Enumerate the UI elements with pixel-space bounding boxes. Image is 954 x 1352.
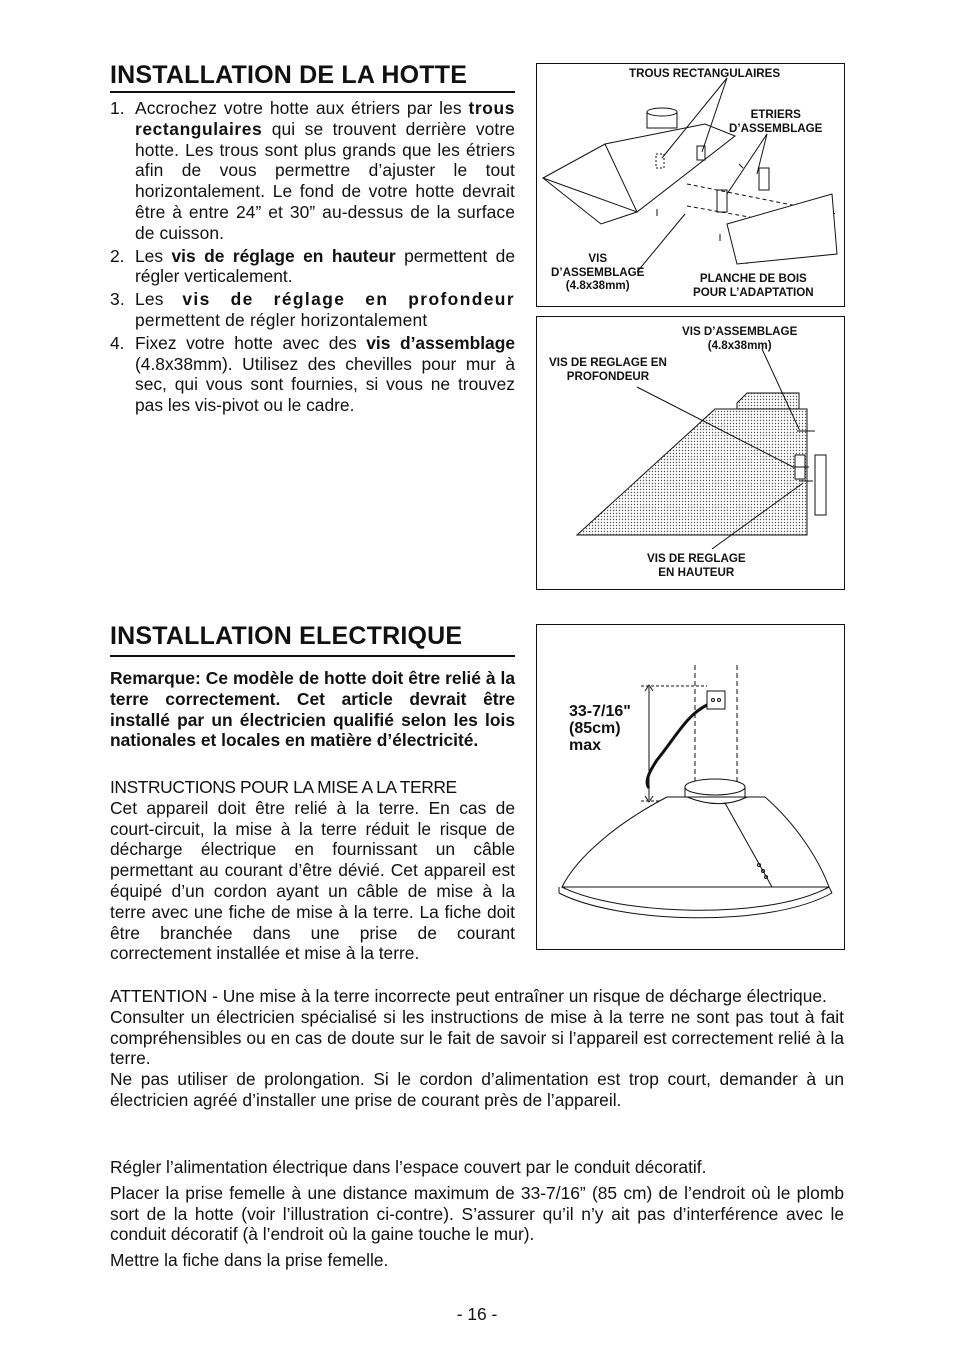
label-line: (4.8x38mm) xyxy=(707,338,772,352)
label-line: VIS DE REGLAGE EN xyxy=(549,356,667,369)
step-bold-term: trous rectangulaires xyxy=(135,98,515,139)
step-3 xyxy=(110,289,515,331)
figure-adjustment-screws xyxy=(536,316,845,590)
title-underline xyxy=(110,655,515,657)
title-underline xyxy=(110,91,515,93)
label-line: VIS DE REGLAGE xyxy=(647,552,746,565)
section-title-installation-electrique: INSTALLATION ELECTRIQUE xyxy=(110,622,463,650)
remarque-paragraph: Remarque: Ce modèle de hotte doit être relié à la terre correctement. Cet article devrait être installé par un électricien qualifié selon les lois nationales et locales en matière d’électricité. xyxy=(110,668,515,751)
step-number: 2. xyxy=(110,245,125,266)
alimentation-instructions xyxy=(110,1157,844,1271)
mettre-paragraph: Mettre la fiche dans la prise femelle. xyxy=(110,1250,389,1271)
label-line: VIS D’ASSEMBLAGE xyxy=(682,325,798,338)
step-text: Les xyxy=(135,289,183,310)
step-bold-term: vis de réglage en profondeur xyxy=(182,289,515,310)
label-line: PROFONDEUR xyxy=(566,369,650,383)
step-text: qui se trouvent derrière votre hotte. Les trous sont plus grands que les étriers afin de vous permettre d’ajuster le tout horizontalement. Le fond de votre hotte devrait être à entre 24” et 30” au-dessus de la surface de cuisson. xyxy=(135,118,515,243)
full-width-instructions xyxy=(110,986,844,1111)
label-line: VIS xyxy=(588,252,608,265)
label-line: D’ASSEMBLAGE xyxy=(729,121,823,135)
label-line: PLANCHE DE BOIS xyxy=(699,272,807,285)
step-2 xyxy=(110,246,515,288)
dimension-line: max xyxy=(569,737,602,754)
step-text: permettent de régler horizontalement xyxy=(135,309,428,330)
electrical-outlet-illustration xyxy=(537,625,844,949)
grounding-instructions xyxy=(110,777,515,964)
step-text: (4.8x38mm). Utilisez des chevilles pour mur à sec, qui vous sont fournies, si vous ne trouvez pas les vis-pivot ou le cadre. xyxy=(135,353,515,416)
label-line: ETRIERS xyxy=(750,108,801,121)
label-vis-assemblage xyxy=(682,325,797,352)
label-line: POUR L’ADAPTATION xyxy=(693,285,814,299)
step-text: Accrochez votre hotte aux étriers par les xyxy=(135,98,469,118)
step-bold-term: vis de réglage en hauteur xyxy=(171,245,396,266)
prolongation-paragraph: Ne pas utiliser de prolongation. Si le cordon d’alimentation est trop court, demander à un électricien agréé d’installer une prise de courant près de l’appareil. xyxy=(110,1069,844,1110)
page-number: - 16 - xyxy=(456,1304,498,1324)
step-bold-term: vis d’assemblage xyxy=(366,332,515,353)
attention-paragraph: ATTENTION - Une mise à la terre incorrecte peut entraîner un risque de décharge électrique. xyxy=(110,986,827,1006)
dimension-line: (85cm) xyxy=(569,720,621,737)
step-number: 4. xyxy=(110,332,125,353)
label-etriers-assemblage xyxy=(729,108,822,135)
step-number: 3. xyxy=(110,289,125,310)
consulter-paragraph: Consulter un électricien spécialisé si les instructions de mise à la terre ne sont pas tout à fait compréhensibles ou en cas de doute sur le fait de savoir si l’appareil est correctement relié à la terre. xyxy=(110,1006,844,1069)
step-text: permettent de régler verticalement. xyxy=(135,245,515,287)
regler-paragraph: Régler l’alimentation électrique dans l’espace couvert par le conduit décoratif. xyxy=(110,1157,707,1177)
dimension-label xyxy=(569,703,631,754)
step-text: Les xyxy=(135,245,172,266)
step-4 xyxy=(110,333,515,416)
instructions-body: Cet appareil doit être relié à la terre. En cas de court-circuit, la mise à la terre réduit le risque de décharge électrique en fournissant un câble permettant au courant d’être dévié. Cet appareil est équipé d’un cordon ayant un câble de mise à la terre avec une fiche de mise à la terre. La fiche doit être branchée dans une prise de courant correctement installée et mise à la terre. xyxy=(110,797,515,964)
label-vis-assemblage xyxy=(551,252,644,293)
figure-electrical-outlet xyxy=(536,624,845,950)
label-line: D’ASSEMBLAGE xyxy=(551,265,645,279)
label-trous-rectangulaires: TROUS RECTANGULAIRES xyxy=(629,67,781,80)
section-title-installation-hotte: INSTALLATION DE LA HOTTE xyxy=(110,61,468,89)
step-number: 1. xyxy=(110,98,125,118)
label-planche-bois xyxy=(693,272,814,299)
figure-hood-mounting xyxy=(536,63,845,307)
step-1 xyxy=(110,98,515,244)
step-text: Fixez votre hotte avec des xyxy=(135,332,367,353)
placer-paragraph: Placer la prise femelle à une distance maximum de 33-7/16” (85 cm) de l’endroit où le plomb sort de la hotte (voir l’illustration ci-contre). S’assurer qu’il n’y ait pas d’interférence avec le conduit décoratif (à l’endroit où la gaine touche le mur). xyxy=(110,1182,844,1245)
label-vis-reglage-hauteur xyxy=(647,552,746,579)
label-vis-reglage-profondeur xyxy=(549,356,667,383)
instructions-heading: INSTRUCTIONS POUR LA MISE A LA TERRE xyxy=(110,777,457,797)
label-line: EN HAUTEUR xyxy=(658,565,735,579)
dimension-line: 33-7/16" xyxy=(569,703,631,720)
installation-steps xyxy=(110,98,515,418)
label-line: (4.8x38mm) xyxy=(565,279,630,292)
